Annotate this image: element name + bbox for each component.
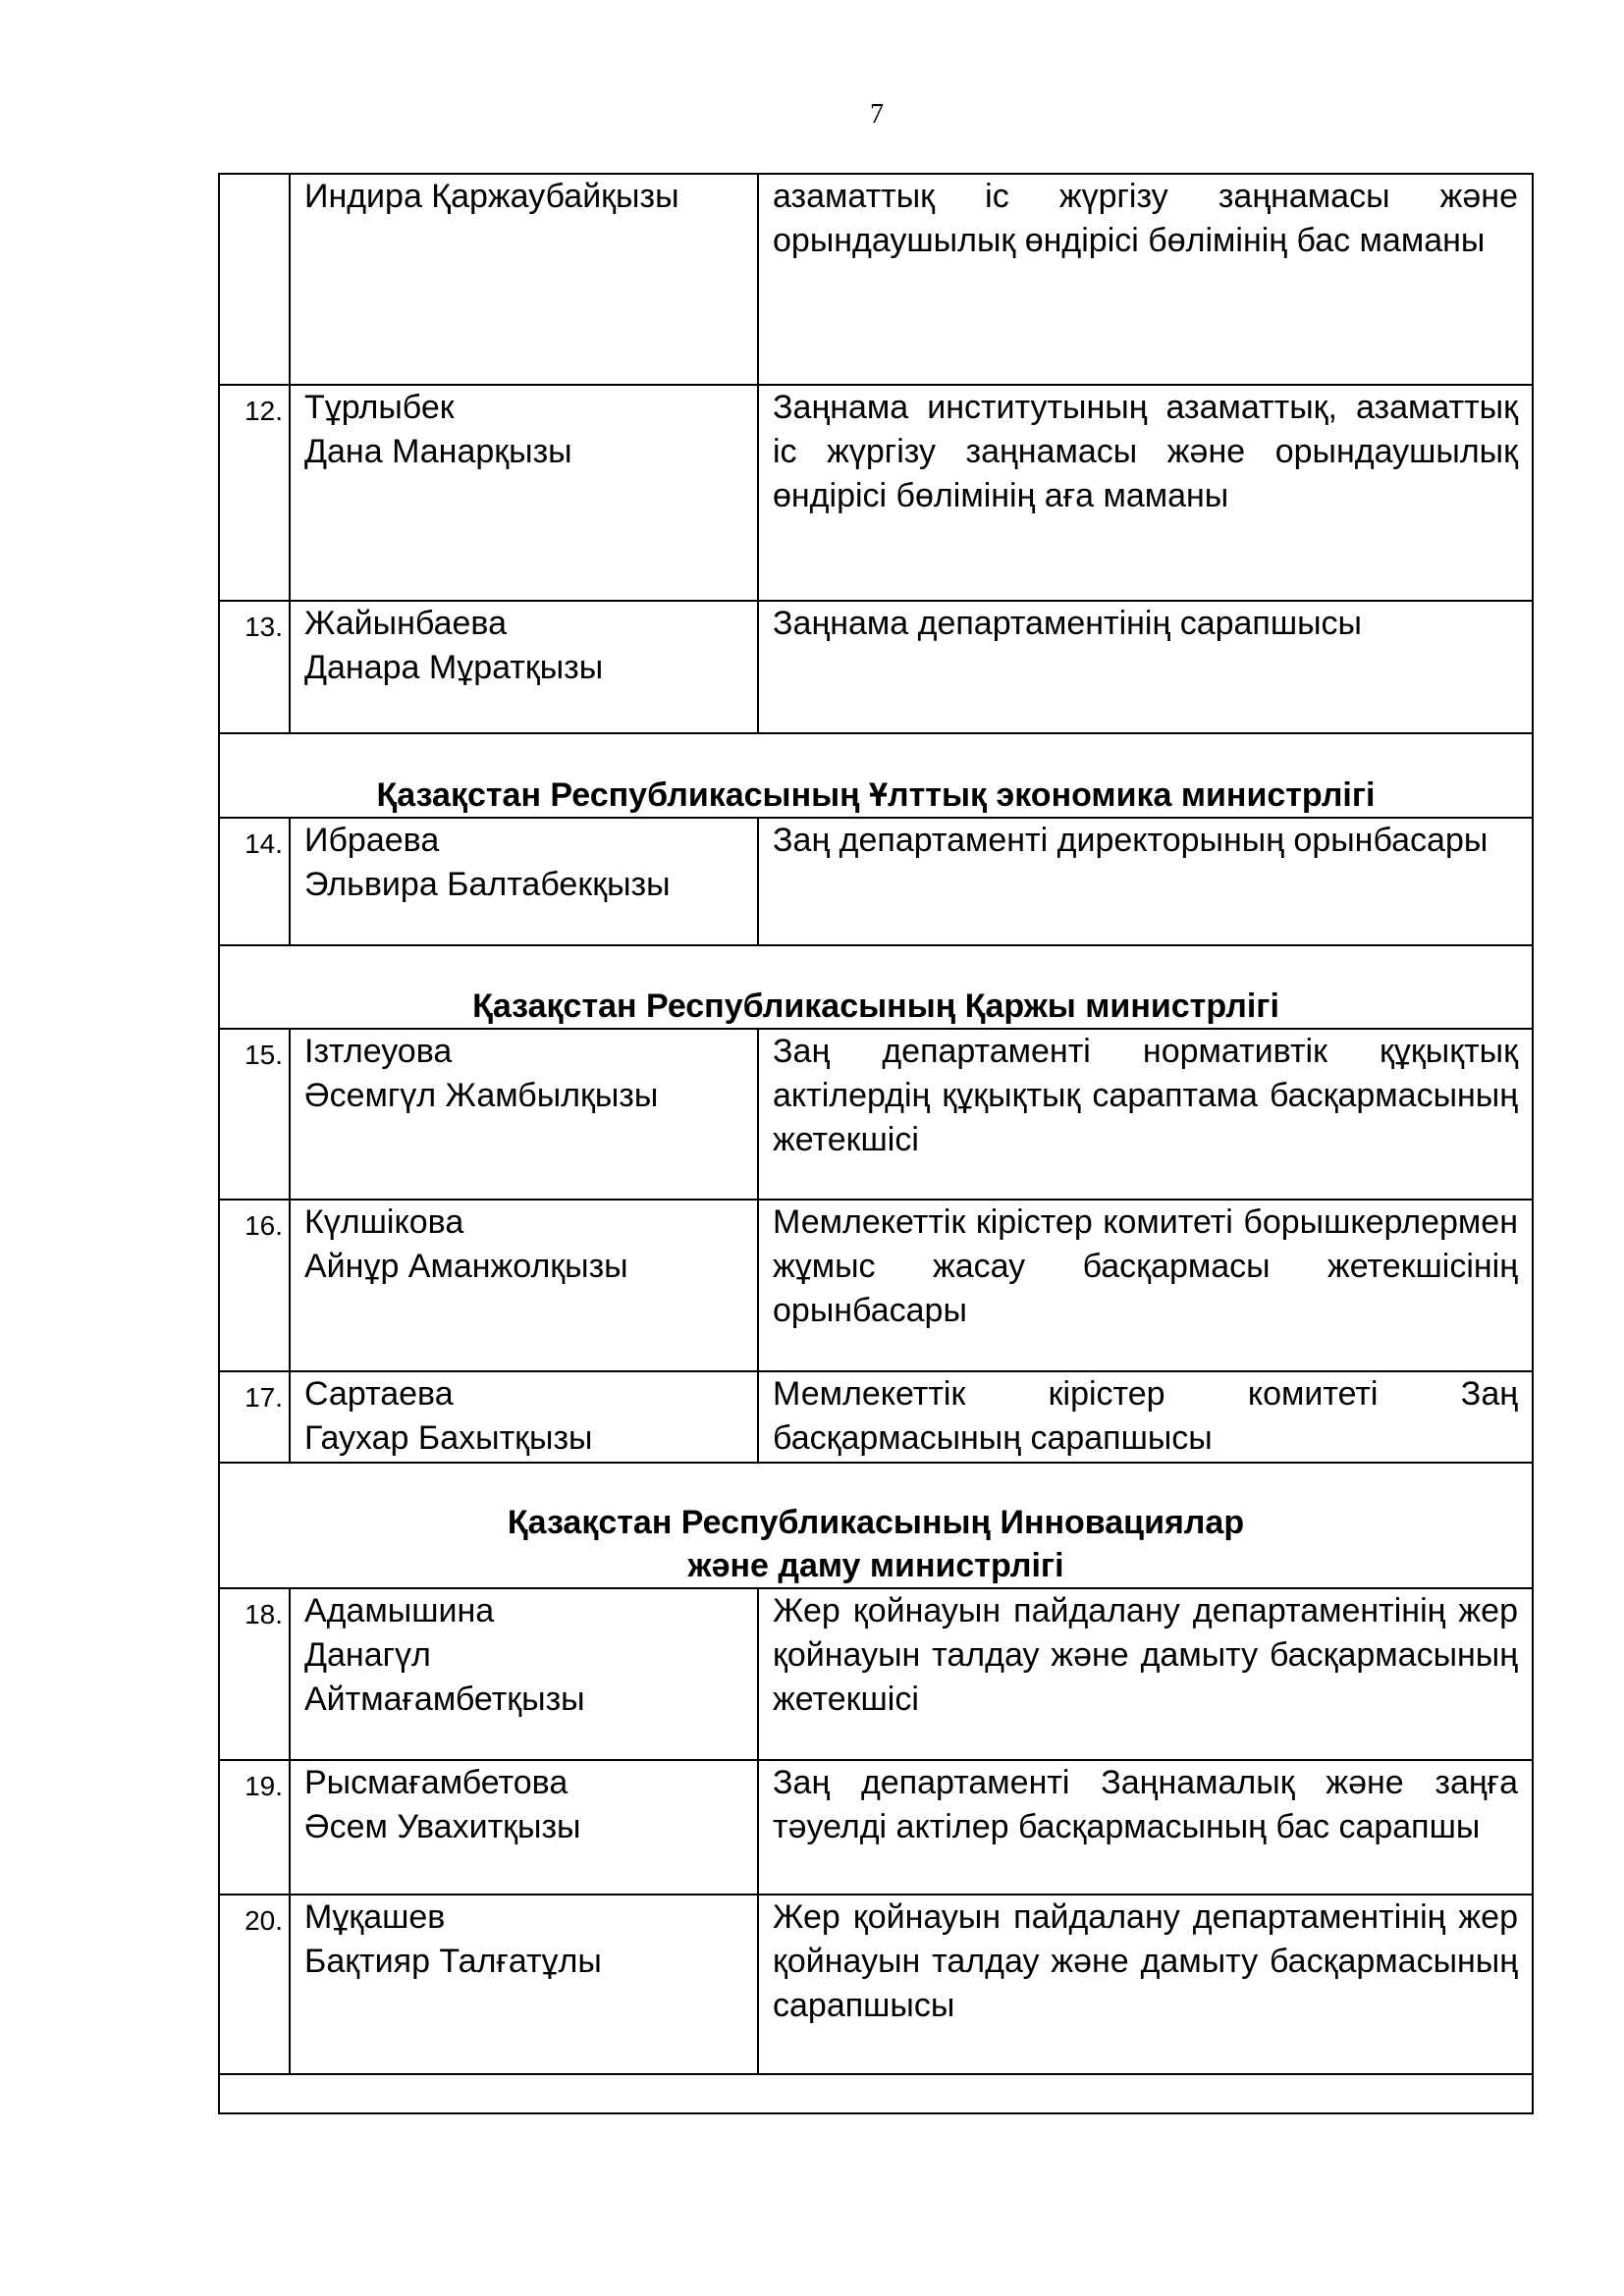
- ministry-heading: [220, 946, 1532, 1030]
- person-name: [291, 1896, 759, 2073]
- row-number: 13.: [220, 602, 291, 732]
- person-name: [291, 602, 759, 732]
- name-line: Тұрлыбек: [304, 389, 455, 426]
- name-line: Гаухар Бахытқызы: [304, 1419, 593, 1457]
- table-row: [220, 1761, 1532, 1896]
- name-line: Рысмағамбетова: [304, 1764, 568, 1801]
- name-line: Әсем Увахитқызы: [304, 1808, 581, 1845]
- position-text: Заң департаменті Заңнамалық және заңға тәуелді актілер басқармасының бас сарапшы: [773, 1764, 1518, 1845]
- name-line: Ибраева: [304, 822, 440, 859]
- name-line: Айтмағамбетқызы: [304, 1681, 585, 1718]
- position-text: Мемлекеттік кірістер комитеті Заң басқармасының сарапшысы: [773, 1375, 1518, 1457]
- position-text: азаматтық іс жүргізу заңнамасы және орындаушылық өндірісі бөлімінің бас маманы: [773, 178, 1518, 259]
- position-text: Жер қойнауын пайдалану департаментінің жер қойнауын талдау және дамыту басқармасының жетекшісі: [773, 1592, 1518, 1718]
- position-text: Жер қойнауын пайдалану департаментінің жер қойнауын талдау және дамыту басқармасының сарапшысы: [773, 1898, 1518, 2024]
- person-name: [291, 175, 759, 384]
- person-name: [291, 1589, 759, 1759]
- person-name: [291, 819, 759, 944]
- empty-row: [220, 2075, 1532, 2112]
- person-name: [291, 1761, 759, 1894]
- name-line: Күлшікова: [304, 1203, 464, 1241]
- row-number: 18.: [220, 1589, 291, 1759]
- name-line: Айнұр Аманжолқызы: [304, 1248, 628, 1285]
- name-line: Данара Мұратқызы: [304, 649, 604, 686]
- members-table: [218, 173, 1534, 2114]
- name-line: Мұқашев: [304, 1898, 446, 1936]
- name-line: Әсемгүл Жамбылқызы: [304, 1077, 659, 1114]
- table-row: [220, 1030, 1532, 1201]
- person-name: [291, 1201, 759, 1370]
- name-line: Сартаева: [304, 1375, 454, 1413]
- position-text: Заңнама институтының азаматтық, азаматтық іс жүргізу заңнамасы және орындаушылық өндірісі бөлімінің аға маманы: [773, 389, 1518, 514]
- row-number: 17.: [220, 1372, 291, 1462]
- position-text: Мемлекеттік кірістер комитеті борышкерлермен жұмыс жасау басқармасы жетекшісінің орынбасары: [773, 1203, 1518, 1329]
- table-row: [220, 602, 1532, 734]
- ministry-heading-line: және даму министрлігі: [687, 1547, 1064, 1584]
- name-line: Жайынбаева: [304, 605, 507, 642]
- table-row: [220, 1372, 1532, 1464]
- table-row: [220, 1896, 1532, 2075]
- row-number: 20.: [220, 1896, 291, 2073]
- name-line: Эльвира Балтабекқызы: [304, 866, 671, 903]
- position-text: Заң департаменті нормативтік құқықтық актілердің құқықтық сараптама басқармасының жетекшісі: [773, 1033, 1518, 1158]
- ministry-heading-line: Қазақстан Республикасының Ұлттық экономика министрлігі: [376, 776, 1376, 814]
- page-number: 7: [870, 99, 884, 130]
- name-line: Адамышина: [304, 1592, 495, 1629]
- row-number: 14.: [220, 819, 291, 944]
- name-line: Дана Манарқызы: [304, 433, 572, 470]
- table-row: [220, 175, 1532, 386]
- person-name: [291, 1372, 759, 1462]
- table-row: [220, 819, 1532, 946]
- name-line: Ізтлеуова: [304, 1033, 453, 1070]
- table-row: [220, 1589, 1532, 1761]
- row-number: 15.: [220, 1030, 291, 1199]
- row-number: 19.: [220, 1761, 291, 1894]
- name-line: Индира Қаржаубайқызы: [304, 178, 679, 215]
- ministry-heading-line: Қазақстан Республикасының Қаржы министрлігі: [472, 988, 1279, 1025]
- ministry-heading: [220, 734, 1532, 819]
- person-name: [291, 386, 759, 600]
- name-line: Данагүл: [304, 1636, 431, 1674]
- row-number: 16.: [220, 1201, 291, 1370]
- table-row: [220, 386, 1532, 602]
- row-number: 12.: [220, 386, 291, 600]
- ministry-heading-line: Қазақстан Республикасының Инновациялар: [507, 1504, 1245, 1541]
- ministry-heading: [220, 1464, 1532, 1589]
- table-row: [220, 1201, 1532, 1372]
- row-number: [220, 175, 291, 384]
- name-line: Бақтияр Талғатұлы: [304, 1943, 602, 1980]
- position-text: Заңнама департаментінің сарапшысы: [773, 605, 1362, 642]
- person-name: [291, 1030, 759, 1199]
- position-text: Заң департаменті директорының орынбасары: [773, 822, 1489, 859]
